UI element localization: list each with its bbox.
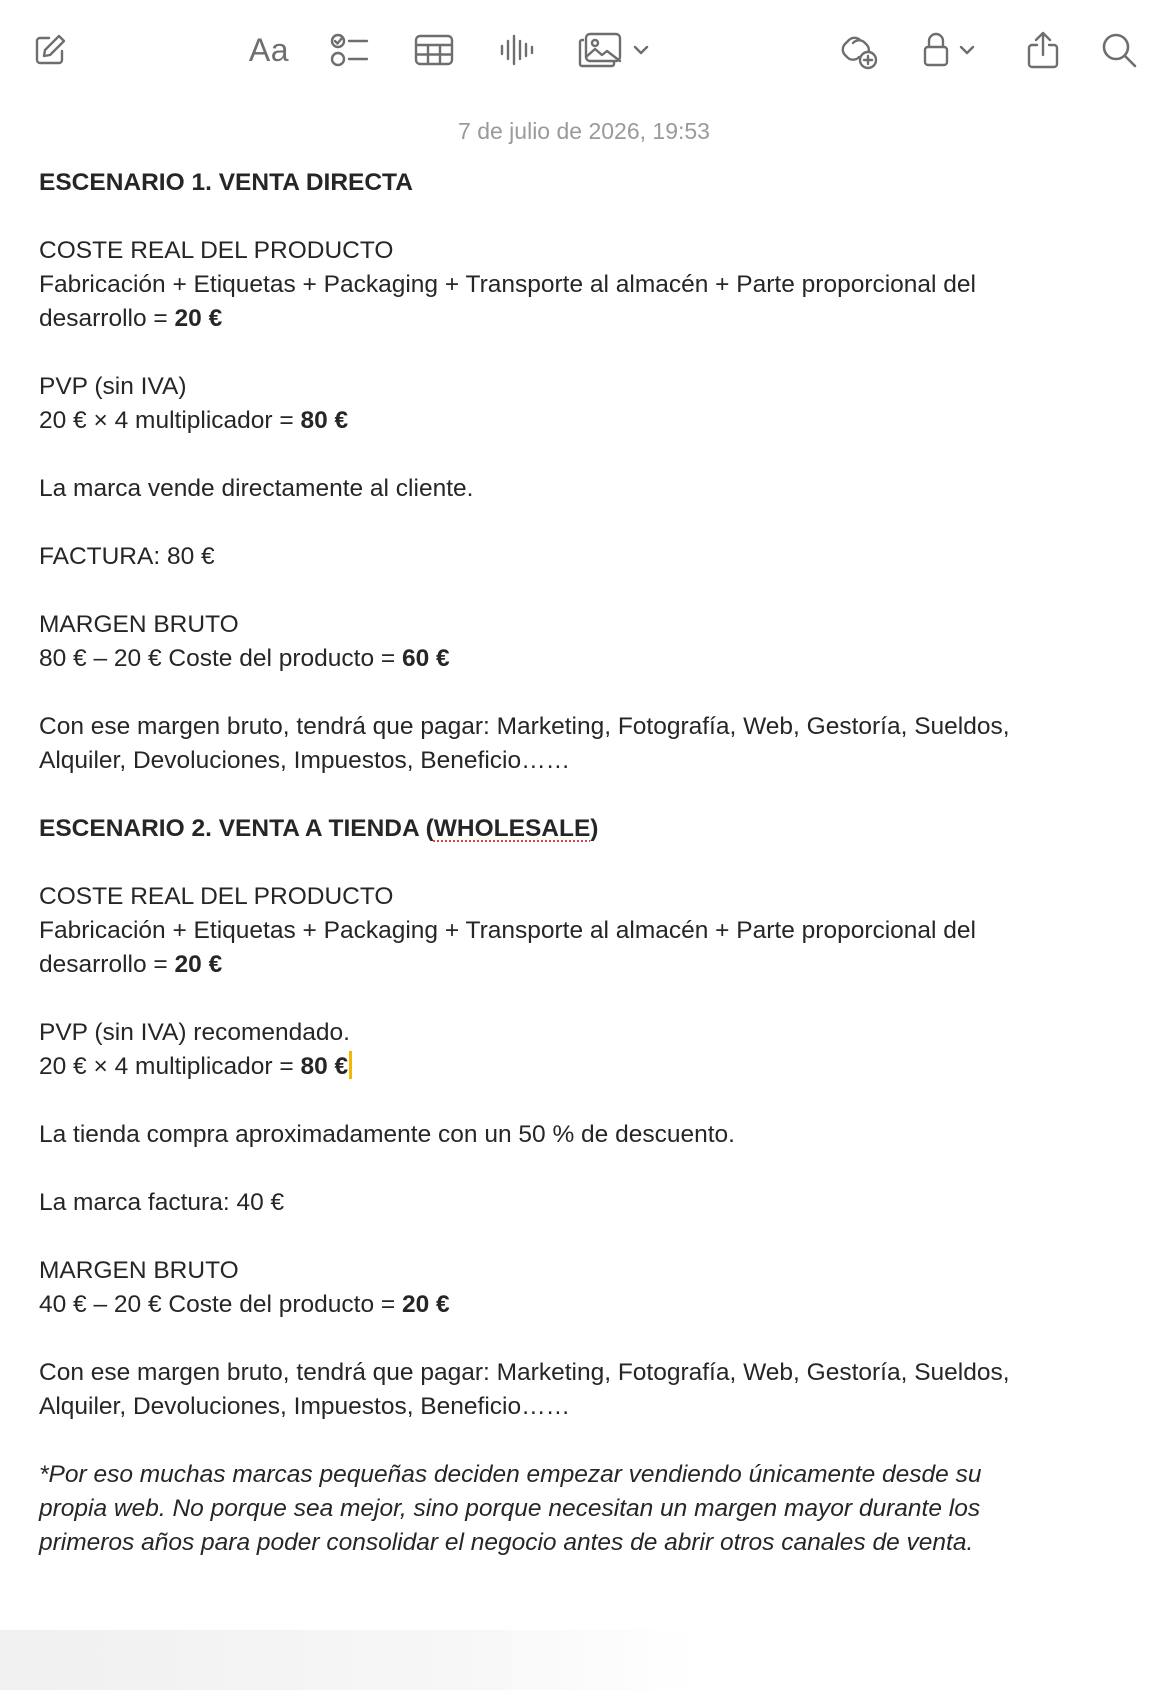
expenses-line: Con ese margen bruto, tendrá que pagar: Marketing, Fotografía, Web, Gestoría, Sueldos, (39, 1359, 1010, 1386)
pvp-title: PVP (sin IVA) recomendado. (39, 1019, 350, 1046)
gross-margin-prefix: 80 € – 20 € Coste del producto = (39, 645, 402, 672)
blank-line (39, 506, 1139, 540)
footnote-line: propia web. No porque sea mejor, sino porque necesitan un margen mayor durante los (39, 1495, 981, 1522)
cost-title: COSTE REAL DEL PRODUCTO (39, 883, 394, 910)
gross-margin-title: MARGEN BRUTO (39, 611, 239, 638)
share-icon[interactable] (1024, 28, 1062, 72)
pvp-line (39, 404, 1139, 438)
media-menu-button[interactable] (578, 28, 658, 72)
blank-line (39, 1152, 1139, 1186)
blank-line (39, 1220, 1139, 1254)
search-icon[interactable] (1098, 28, 1140, 72)
blank-line (39, 336, 1139, 370)
direct-sale-line: La marca vende directamente al cliente. (39, 475, 474, 502)
pvp-value: 80 € (300, 407, 349, 434)
cost-value: 20 € (174, 951, 223, 978)
table-icon[interactable] (412, 28, 456, 72)
cost-title: COSTE REAL DEL PRODUCTO (39, 237, 394, 264)
lock-menu-button[interactable] (922, 28, 984, 72)
blank-line (39, 1424, 1139, 1458)
gross-margin-value: 20 € (402, 1291, 450, 1318)
lock-icon (922, 31, 950, 69)
footnote-line: primeros años para poder consolidar el negocio antes de abrir otros canales de venta. (39, 1529, 974, 1556)
compose-icon[interactable] (30, 28, 70, 72)
blank-line (39, 778, 1139, 812)
note-date: 7 de julio de 2026, 19:53 (458, 118, 710, 144)
expenses-line: Alquiler, Devoluciones, Impuestos, Beneficio…… (39, 1393, 571, 1420)
cost-value: 20 € (174, 305, 223, 332)
invoice-line: FACTURA: 80 € (39, 543, 215, 570)
cost-result-prefix: desarrollo = (39, 305, 175, 332)
format-text-button[interactable] (244, 28, 294, 72)
chevron-down-icon (632, 44, 650, 56)
format-label: Aa (248, 31, 290, 68)
blank-line (39, 846, 1139, 880)
blank-line (39, 1322, 1139, 1356)
cost-formula-line: Fabricación + Etiquetas + Packaging + Transporte al almacén + Parte proporcional del (39, 917, 976, 944)
cost-result-line (39, 948, 1139, 982)
scenario-1-heading: ESCENARIO 1. VENTA DIRECTA (39, 169, 413, 196)
toolbar (0, 0, 1168, 100)
blank-line (39, 200, 1139, 234)
collaborate-icon[interactable] (836, 28, 880, 72)
pvp-title: PVP (sin IVA) (39, 373, 187, 400)
spellcheck-word[interactable]: WHOLESALE (433, 815, 591, 842)
cost-result-line (39, 302, 1139, 336)
expenses-line: Alquiler, Devoluciones, Impuestos, Beneficio…… (39, 747, 571, 774)
pvp-value: 80 € (300, 1053, 349, 1080)
checklist-icon[interactable] (328, 28, 372, 72)
scenario-2-heading (39, 812, 1139, 846)
audio-waveform-icon[interactable] (496, 28, 536, 72)
footnote-line: *Por eso muchas marcas pequeñas deciden empezar vendiendo únicamente desde su (39, 1461, 982, 1488)
blank-line (39, 438, 1139, 472)
blank-line (39, 574, 1139, 608)
blank-line (39, 982, 1139, 1016)
pvp-line (39, 1050, 1139, 1084)
pvp-prefix: 20 € × 4 multiplicador = (39, 407, 301, 434)
gross-margin-line (39, 642, 1139, 676)
gross-margin-title: MARGEN BRUTO (39, 1257, 239, 1284)
cost-formula-line: Fabricación + Etiquetas + Packaging + Transporte al almacén + Parte proporcional del (39, 271, 976, 298)
gross-margin-line (39, 1288, 1139, 1322)
photo-icon (578, 31, 624, 69)
expenses-line: Con ese margen bruto, tendrá que pagar: Marketing, Fotografía, Web, Gestoría, Sueldos, (39, 713, 1010, 740)
gross-margin-prefix: 40 € – 20 € Coste del producto = (39, 1291, 402, 1318)
text-caret (349, 1051, 352, 1079)
window-bottom-shadow (0, 1630, 1168, 1690)
heading-prefix: ESCENARIO 2. VENTA A TIENDA ( (39, 815, 434, 842)
gross-margin-value: 60 € (402, 645, 450, 672)
store-discount-line: La tienda compra aproximadamente con un 50 % de descuento. (39, 1121, 735, 1148)
invoice-line: La marca factura: 40 € (39, 1189, 285, 1216)
heading-suffix: ) (590, 815, 599, 842)
blank-line (39, 1084, 1139, 1118)
cost-result-prefix: desarrollo = (39, 951, 175, 978)
blank-line (39, 676, 1139, 710)
pvp-prefix: 20 € × 4 multiplicador = (39, 1053, 301, 1080)
note-body[interactable] (39, 166, 1139, 1560)
chevron-down-icon (958, 44, 976, 56)
